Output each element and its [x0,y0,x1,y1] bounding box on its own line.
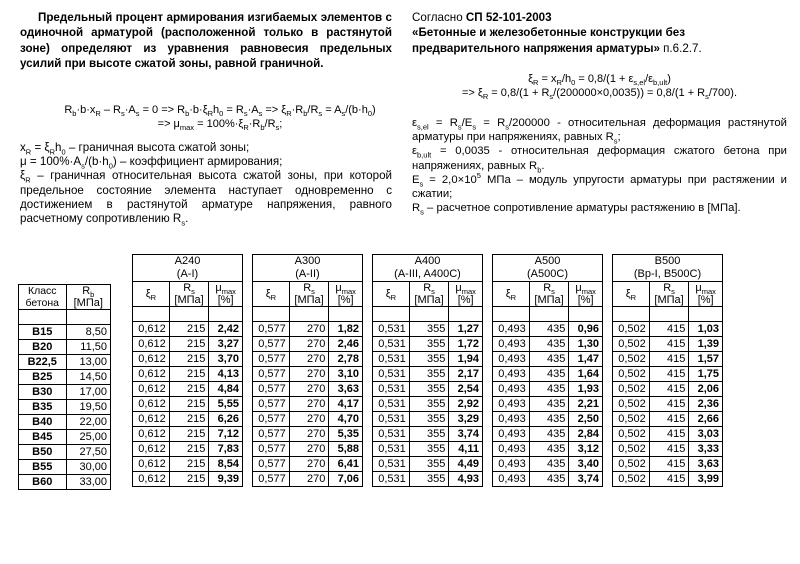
mu-value: 7,06 [329,472,363,487]
steel-row [133,472,243,487]
mu-value: 1,72 [449,337,483,352]
mu-value: 5,35 [329,427,363,442]
steel-row [613,427,723,442]
mu-value: 1,47 [569,352,603,367]
xi-value: 0,493 [493,367,530,382]
mu-value: 1,94 [449,352,483,367]
rs-value: 270 [289,322,329,337]
mu-value: 4,49 [449,457,483,472]
rs-value: 215 [169,427,209,442]
steel-name: B500 [654,255,681,267]
steel-row [613,442,723,457]
concrete-row [19,325,111,340]
rb-value: 8,50 [66,325,111,340]
rs-value: 270 [289,337,329,352]
xi-value: 0,577 [253,442,290,457]
mu-value: 4,93 [449,472,483,487]
steel-alias: (A-III, A400C) [394,268,461,280]
rs-value: 215 [169,352,209,367]
mu-value: 3,74 [449,427,483,442]
rs-value: 355 [409,322,449,337]
xi-value: 0,502 [613,427,650,442]
steel-row [373,352,483,367]
mu-value: 2,06 [689,382,723,397]
concrete-row [19,400,111,415]
xi-value: 0,493 [493,337,530,352]
rb-value: 25,00 [66,430,111,445]
mu-value: 2,66 [689,412,723,427]
xi-value: 0,531 [373,427,410,442]
rs-value: 270 [289,382,329,397]
xi-value: 0,612 [133,367,170,382]
rb-value: 22,00 [66,415,111,430]
xi-value: 0,502 [613,412,650,427]
rs-value: 435 [529,442,569,457]
xi-value: 0,493 [493,412,530,427]
rs-value: 415 [649,472,689,487]
xi-value: 0,577 [253,382,290,397]
concrete-row [19,415,111,430]
steel-row [133,352,243,367]
mu-value: 2,50 [569,412,603,427]
steel-row [373,322,483,337]
concrete-class: B22,5 [19,355,67,370]
rb-value: 13,00 [66,355,111,370]
steel-class-header [613,255,723,282]
steel-row [493,382,603,397]
mu-value: 3,40 [569,457,603,472]
mu-value: 3,70 [209,352,243,367]
concrete-class: B45 [19,430,67,445]
steel-name: A500 [534,255,561,267]
rs-value: 215 [169,337,209,352]
steel-table-a400 [372,254,483,487]
mu-value: 4,13 [209,367,243,382]
mu-value: 5,88 [329,442,363,457]
xi-value: 0,612 [133,427,170,442]
steel-row [133,442,243,457]
steel-row [613,412,723,427]
rs-value: 355 [409,457,449,472]
mu-value: 4,84 [209,382,243,397]
mu-value: 4,11 [449,442,483,457]
steel-row [133,427,243,442]
xi-value: 0,577 [253,412,290,427]
rb-value: 11,50 [66,340,111,355]
steel-row [613,367,723,382]
rs-value: 215 [169,472,209,487]
mu-value: 4,70 [329,412,363,427]
xi-value: 0,493 [493,397,530,412]
steel-class-header [373,255,483,282]
rs-value: 355 [409,412,449,427]
rs-value: 215 [169,412,209,427]
xi-value: 0,493 [493,442,530,457]
steel-row [373,427,483,442]
rs-value: 355 [409,442,449,457]
rs-value: 415 [649,352,689,367]
rs-header: $R_s$ [МПа] [529,282,569,307]
steel-row [373,337,483,352]
rb-value: 30,00 [66,460,111,475]
steel-row [133,337,243,352]
rs-value: 270 [289,442,329,457]
rs-value: 355 [409,397,449,412]
mu-value: 2,78 [329,352,363,367]
steel-name: A300 [294,255,321,267]
rs-value: 355 [409,427,449,442]
rs-header: $R_s$ [МПа] [409,282,449,307]
mu-value: 3,99 [689,472,723,487]
mu-value: 3,27 [209,337,243,352]
mu-header: $\mu_{max}$ [%] [209,282,243,307]
rb-value: 19,50 [66,400,111,415]
rs-value: 355 [409,382,449,397]
xi-value: 0,531 [373,352,410,367]
xi-value: 0,502 [613,352,650,367]
xi-value: 0,612 [133,337,170,352]
rs-value: 415 [649,427,689,442]
steel-row [613,382,723,397]
xi-value: 0,577 [253,427,290,442]
rs-value: 415 [649,412,689,427]
rs-value: 355 [409,367,449,382]
rs-value: 415 [649,382,689,397]
steel-table-b500 [612,254,723,487]
class-header: Класс бетона [19,285,67,310]
mu-value: 3,74 [569,472,603,487]
steel-row [613,472,723,487]
xi-value: 0,531 [373,322,410,337]
steel-row [253,382,363,397]
xi-header: $\xi_R$ [133,282,170,307]
xi-value: 0,531 [373,442,410,457]
xi-value: 0,612 [133,472,170,487]
mu-value: 2,42 [209,322,243,337]
rs-value: 355 [409,337,449,352]
xi-value: 0,612 [133,382,170,397]
xi-header: $\xi_R$ [253,282,290,307]
concrete-row [19,340,111,355]
mu-value: 7,83 [209,442,243,457]
steel-row [493,442,603,457]
steel-row [253,427,363,442]
steel-row [133,412,243,427]
concrete-class: B30 [19,385,67,400]
mu-value: 3,63 [329,382,363,397]
steel-row [373,442,483,457]
xi-value: 0,493 [493,457,530,472]
steel-table-a500 [492,254,603,487]
concrete-class: B25 [19,370,67,385]
mu-value: 0,96 [569,322,603,337]
steel-row [493,472,603,487]
steel-row [373,367,483,382]
rs-value: 415 [649,337,689,352]
steel-row [493,397,603,412]
xi-value: 0,612 [133,322,170,337]
mu-value: 2,54 [449,382,483,397]
xi-header: $\xi_R$ [493,282,530,307]
rs-value: 270 [289,412,329,427]
mu-value: 1,82 [329,322,363,337]
rb-value: 33,00 [66,475,111,490]
xi-value: 0,502 [613,442,650,457]
mu-value: 3,03 [689,427,723,442]
rs-value: 435 [529,367,569,382]
steel-row [373,457,483,472]
xi-value: 0,493 [493,382,530,397]
rs-header: $R_s$ [МПа] [289,282,329,307]
rs-value: 270 [289,352,329,367]
mu-value: 3,33 [689,442,723,457]
rb-value: 17,00 [66,385,111,400]
xi-value: 0,502 [613,397,650,412]
rs-value: 415 [649,442,689,457]
mu-value: 9,39 [209,472,243,487]
concrete-class: B55 [19,460,67,475]
rb-value: 27,50 [66,445,111,460]
rs-value: 435 [529,322,569,337]
xi-value: 0,502 [613,337,650,352]
mu-value: 8,54 [209,457,243,472]
steel-row [493,337,603,352]
xi-value: 0,577 [253,337,290,352]
xi-value: 0,577 [253,367,290,382]
steel-row [253,412,363,427]
steel-row [133,457,243,472]
mu-value: 1,93 [569,382,603,397]
rs-value: 270 [289,397,329,412]
mu-value: 3,12 [569,442,603,457]
steel-class-header [253,255,363,282]
steel-row [253,352,363,367]
rs-value: 355 [409,352,449,367]
xi-value: 0,577 [253,472,290,487]
mu-value: 1,39 [689,337,723,352]
mu-value: 5,55 [209,397,243,412]
xi-value: 0,493 [493,427,530,442]
mu-value: 6,41 [329,457,363,472]
mu-value: 3,29 [449,412,483,427]
definitions-right: $\varepsilon_{s,el} = R_s/E_s = R_s/200000$ - относительная деформация растянутой арматуры при напряжениях, равных $R_s$; $\varepsilon_{b,ult} = 0,0035$ - относительная деформация сжатого бетона при напряжениях, равных $R_b$. $E_s = 2,0\times 10^5$ МПа – модуль упругости арматуры при растяжении и сжатии; $R_s$ – расчетное сопротивление арматуры растяжению в [МПа]. [412,117,787,217]
mu-value: 1,30 [569,337,603,352]
rs-value: 435 [529,382,569,397]
steel-row [253,472,363,487]
steel-row [253,337,363,352]
xi-value: 0,531 [373,367,410,382]
xi-value: 0,531 [373,457,410,472]
rs-value: 415 [649,397,689,412]
xi-value: 0,577 [253,397,290,412]
equilibrium-formula: $R_b\cdot b\cdot x_R - R_s\cdot A_s = 0 => R_b\cdot b\cdot\xi_Rh_0 = R_s\cdot A_s => \xi_R\cdot R_b/R_s = A_s/(b\cdot h_0)$ => $\mu_{max} = 100\%\cdot\xi_R\cdot R_b/R_s$; [64,104,376,132]
steel-row [493,457,603,472]
concrete-rows [19,325,111,490]
rs-value: 215 [169,367,209,382]
xi-header: $\xi_R$ [613,282,650,307]
steel-table-a300 [252,254,363,487]
steel-row [613,352,723,367]
rs-value: 215 [169,322,209,337]
mu-value: 3,63 [689,457,723,472]
steel-row [373,397,483,412]
concrete-row [19,475,111,490]
mu-value: 4,17 [329,397,363,412]
steel-row [133,322,243,337]
steel-row [613,397,723,412]
mu-value: 2,17 [449,367,483,382]
xi-value: 0,531 [373,382,410,397]
mu-header: $\mu_{max}$ [%] [449,282,483,307]
steel-row [613,457,723,472]
steel-alias: (Bp-I, B500C) [633,268,702,280]
steel-row [373,472,483,487]
rb-value: 14,50 [66,370,111,385]
xi-value: 0,577 [253,322,290,337]
steel-row [133,382,243,397]
mu-value: 7,12 [209,427,243,442]
steel-row [613,322,723,337]
rs-value: 435 [529,412,569,427]
steel-row [613,337,723,352]
steel-row [253,397,363,412]
mu-value: 1,64 [569,367,603,382]
mu-value: 2,36 [689,397,723,412]
rs-value: 215 [169,382,209,397]
rs-value: 270 [289,457,329,472]
mu-header: $\mu_{max}$ [%] [689,282,723,307]
rs-value: 270 [289,367,329,382]
xi-value: 0,531 [373,412,410,427]
mu-header: $\mu_{max}$ [%] [329,282,363,307]
xi-value: 0,502 [613,322,650,337]
concrete-class: B35 [19,400,67,415]
steel-class-header [493,255,603,282]
xi-value: 0,493 [493,352,530,367]
steel-row [253,367,363,382]
steel-row [493,322,603,337]
xi-value: 0,502 [613,367,650,382]
steel-table-a240 [132,254,243,487]
xi-value: 0,612 [133,352,170,367]
steel-row [493,412,603,427]
steel-name: A400 [414,255,441,267]
concrete-row [19,460,111,475]
rs-value: 435 [529,352,569,367]
concrete-class: B20 [19,340,67,355]
concrete-table [18,284,111,490]
rs-header: $R_s$ [МПа] [649,282,689,307]
rs-value: 415 [649,457,689,472]
rs-value: 435 [529,457,569,472]
steel-row [493,427,603,442]
xi-value: 0,577 [253,352,290,367]
steel-row [133,397,243,412]
rs-value: 415 [649,322,689,337]
steel-row [493,352,603,367]
rs-header: $R_s$ [МПа] [169,282,209,307]
concrete-row [19,385,111,400]
xi-value: 0,612 [133,397,170,412]
mu-value: 1,27 [449,322,483,337]
mu-value: 2,92 [449,397,483,412]
mu-header: $\mu_{max}$ [%] [569,282,603,307]
steel-row [373,382,483,397]
steel-alias: (A-I) [176,268,199,280]
rs-value: 435 [529,472,569,487]
concrete-row [19,370,111,385]
rs-value: 435 [529,337,569,352]
rs-value: 215 [169,442,209,457]
steel-row [493,367,603,382]
concrete-class: B40 [19,415,67,430]
concrete-class: B50 [19,445,67,460]
reference-heading: Согласно СП 52-101-2003 «Бетонные и железобетонные конструкции без предварительного напряжения арматуры» п.6.2.7. [412,11,702,55]
xi-header: $\xi_R$ [373,282,410,307]
rs-value: 355 [409,472,449,487]
xi-value: 0,531 [373,397,410,412]
xi-value: 0,612 [133,457,170,472]
concrete-class: B60 [19,475,67,490]
mu-value: 1,03 [689,322,723,337]
steel-row [253,322,363,337]
steel-alias: (A-II) [295,268,320,280]
intro-paragraph: Предельный процент армирования изгибаемых элементов с одиночной арматурой (расположенной только в растянутой зоне) определяют из уравнения равновесия предельных усилий при высоте сжатой зоны, равной граничной. [20,11,392,71]
steel-name: A240 [174,255,201,267]
rs-value: 270 [289,472,329,487]
steel-alias: (A500C) [527,268,568,280]
xi-value: 0,502 [613,457,650,472]
mu-value: 1,57 [689,352,723,367]
mu-value: 2,84 [569,427,603,442]
rb-header: $R_b$ [МПа] [66,285,111,310]
xi-value: 0,612 [133,442,170,457]
concrete-row [19,355,111,370]
concrete-row [19,445,111,460]
xi-value: 0,577 [253,457,290,472]
mu-value: 6,26 [209,412,243,427]
xi-value: 0,502 [613,472,650,487]
rs-value: 215 [169,457,209,472]
rs-value: 270 [289,427,329,442]
mu-value: 2,21 [569,397,603,412]
steel-row [133,367,243,382]
steel-row [253,442,363,457]
definitions-left: $x_R = \xi_Rh_0$ – граничная высота сжатой зоны; $\mu = 100\%\cdot A_s/(b\cdot h_0)$ – коэффициент армирования; $\xi_R$ – граничная относительная высота сжатой зоны, при которой предельное состояние элемента наступает одновременно с достижением в растянутой арматуре напряжения, равного расчетному сопротивлению $R_s$. [20,141,392,228]
xi-formula: $\xi_R = x_R/h_0 = 0,8/(1 + \varepsilon_{s,el}/\varepsilon_{b,ult})$ => $\xi_R = 0,8/(1 + R_s/(200000\times 0,0035)) = 0,8/(1 + R_s/700)$. [461,73,738,102]
rs-value: 435 [529,427,569,442]
steel-class-header [133,255,243,282]
rs-value: 415 [649,367,689,382]
xi-value: 0,493 [493,322,530,337]
xi-value: 0,531 [373,472,410,487]
mu-value: 3,10 [329,367,363,382]
xi-value: 0,502 [613,382,650,397]
rs-value: 435 [529,397,569,412]
xi-value: 0,612 [133,412,170,427]
xi-value: 0,493 [493,472,530,487]
concrete-class: B15 [19,325,67,340]
concrete-row [19,430,111,445]
mu-value: 2,46 [329,337,363,352]
xi-value: 0,531 [373,337,410,352]
mu-value: 1,75 [689,367,723,382]
steel-row [253,457,363,472]
steel-row [373,412,483,427]
rs-value: 215 [169,397,209,412]
